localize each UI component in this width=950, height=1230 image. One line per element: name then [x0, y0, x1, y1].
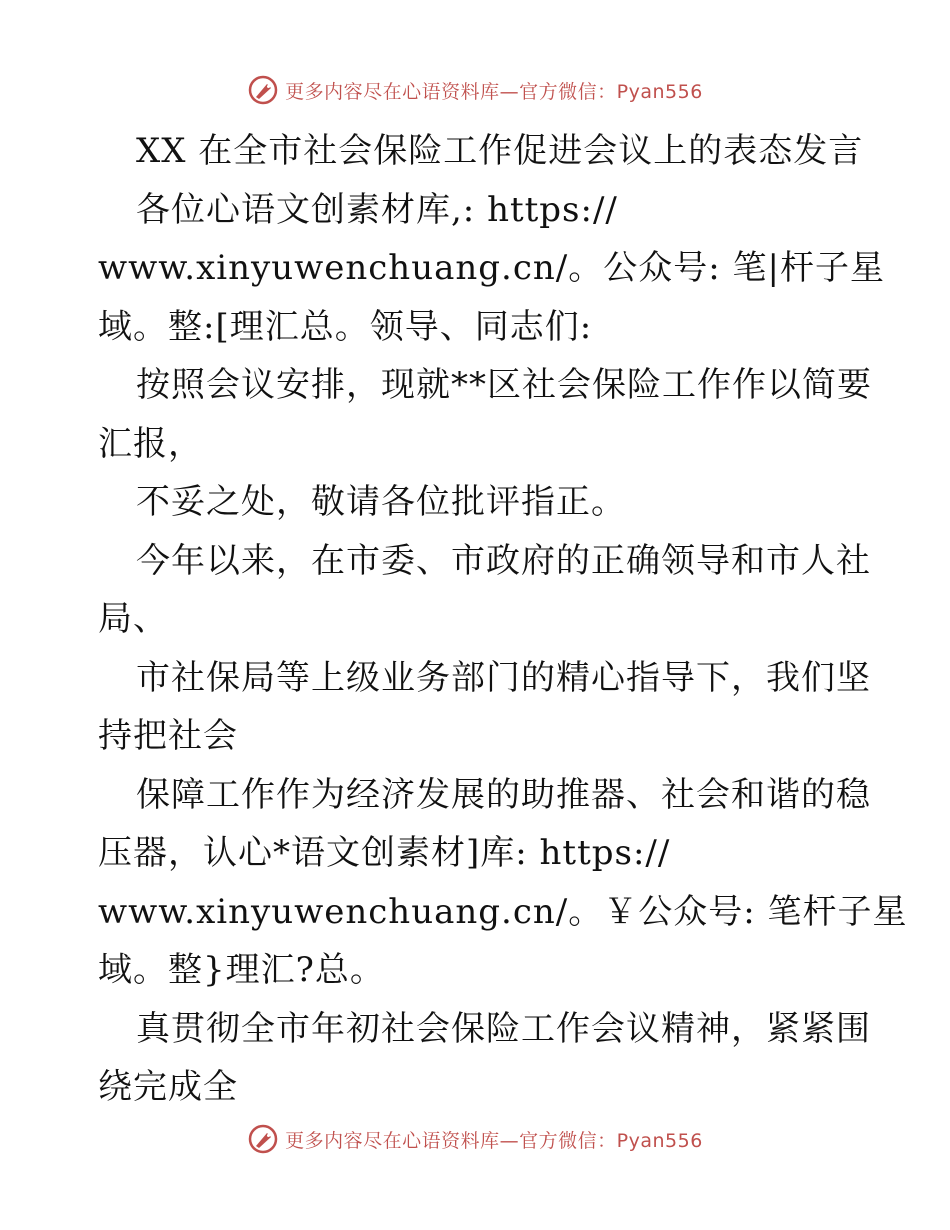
document-title: XX 在全市社会保险工作促进会议上的表态发言	[136, 131, 864, 171]
paragraph-line: 绕完成全	[98, 1067, 238, 1107]
pen-nib-logo-icon	[247, 1123, 279, 1155]
footer-banner-text: 更多内容尽在心语资料库—官方微信：Pyan556	[285, 1129, 703, 1152]
paragraph-line: 域。整}理汇?总。	[98, 950, 385, 990]
paragraph-line: www.xinyuwenchuang.cn/。公众号: 笔|杆子星	[98, 248, 885, 288]
header-banner	[0, 72, 950, 108]
footer-banner	[0, 1121, 950, 1157]
paragraph-line: 按照会议安排，现就**区社会保险工作作以简要	[136, 365, 872, 405]
paragraph-line: 保障工作作为经济发展的助推器、社会和谐的稳	[136, 774, 871, 815]
paragraph-line: 域。整:[理汇总。领导、同志们:	[98, 306, 593, 347]
pen-nib-logo-icon	[247, 74, 279, 106]
paragraph-line: 汇报，	[98, 423, 203, 464]
paragraph-line: 今年以来，在市委、市政府的正确领导和市人社	[136, 540, 871, 581]
paragraph-line: 市社保局等上级业务部门的精心指导下，我们坚	[136, 657, 871, 698]
paragraph-line: 真贯彻全市年初社会保险工作会议精神，紧紧围	[136, 1008, 871, 1049]
paragraph-line: 局、	[98, 599, 168, 639]
paragraph-line: 压器，认心*语文创素材]库: https://	[98, 833, 671, 873]
paragraph-line: 持把社会	[98, 716, 238, 756]
paragraph-line: 各位心语文创素材库,: https://	[136, 189, 618, 230]
paragraph-line: www.xinyuwenchuang.cn/。￥公众号: 笔杆子星	[98, 891, 908, 932]
document-body	[98, 122, 908, 1117]
paragraph-line: 不妥之处，敬请各位批评指正。	[136, 482, 626, 522]
header-banner-text: 更多内容尽在心语资料库—官方微信：Pyan556	[285, 80, 703, 103]
